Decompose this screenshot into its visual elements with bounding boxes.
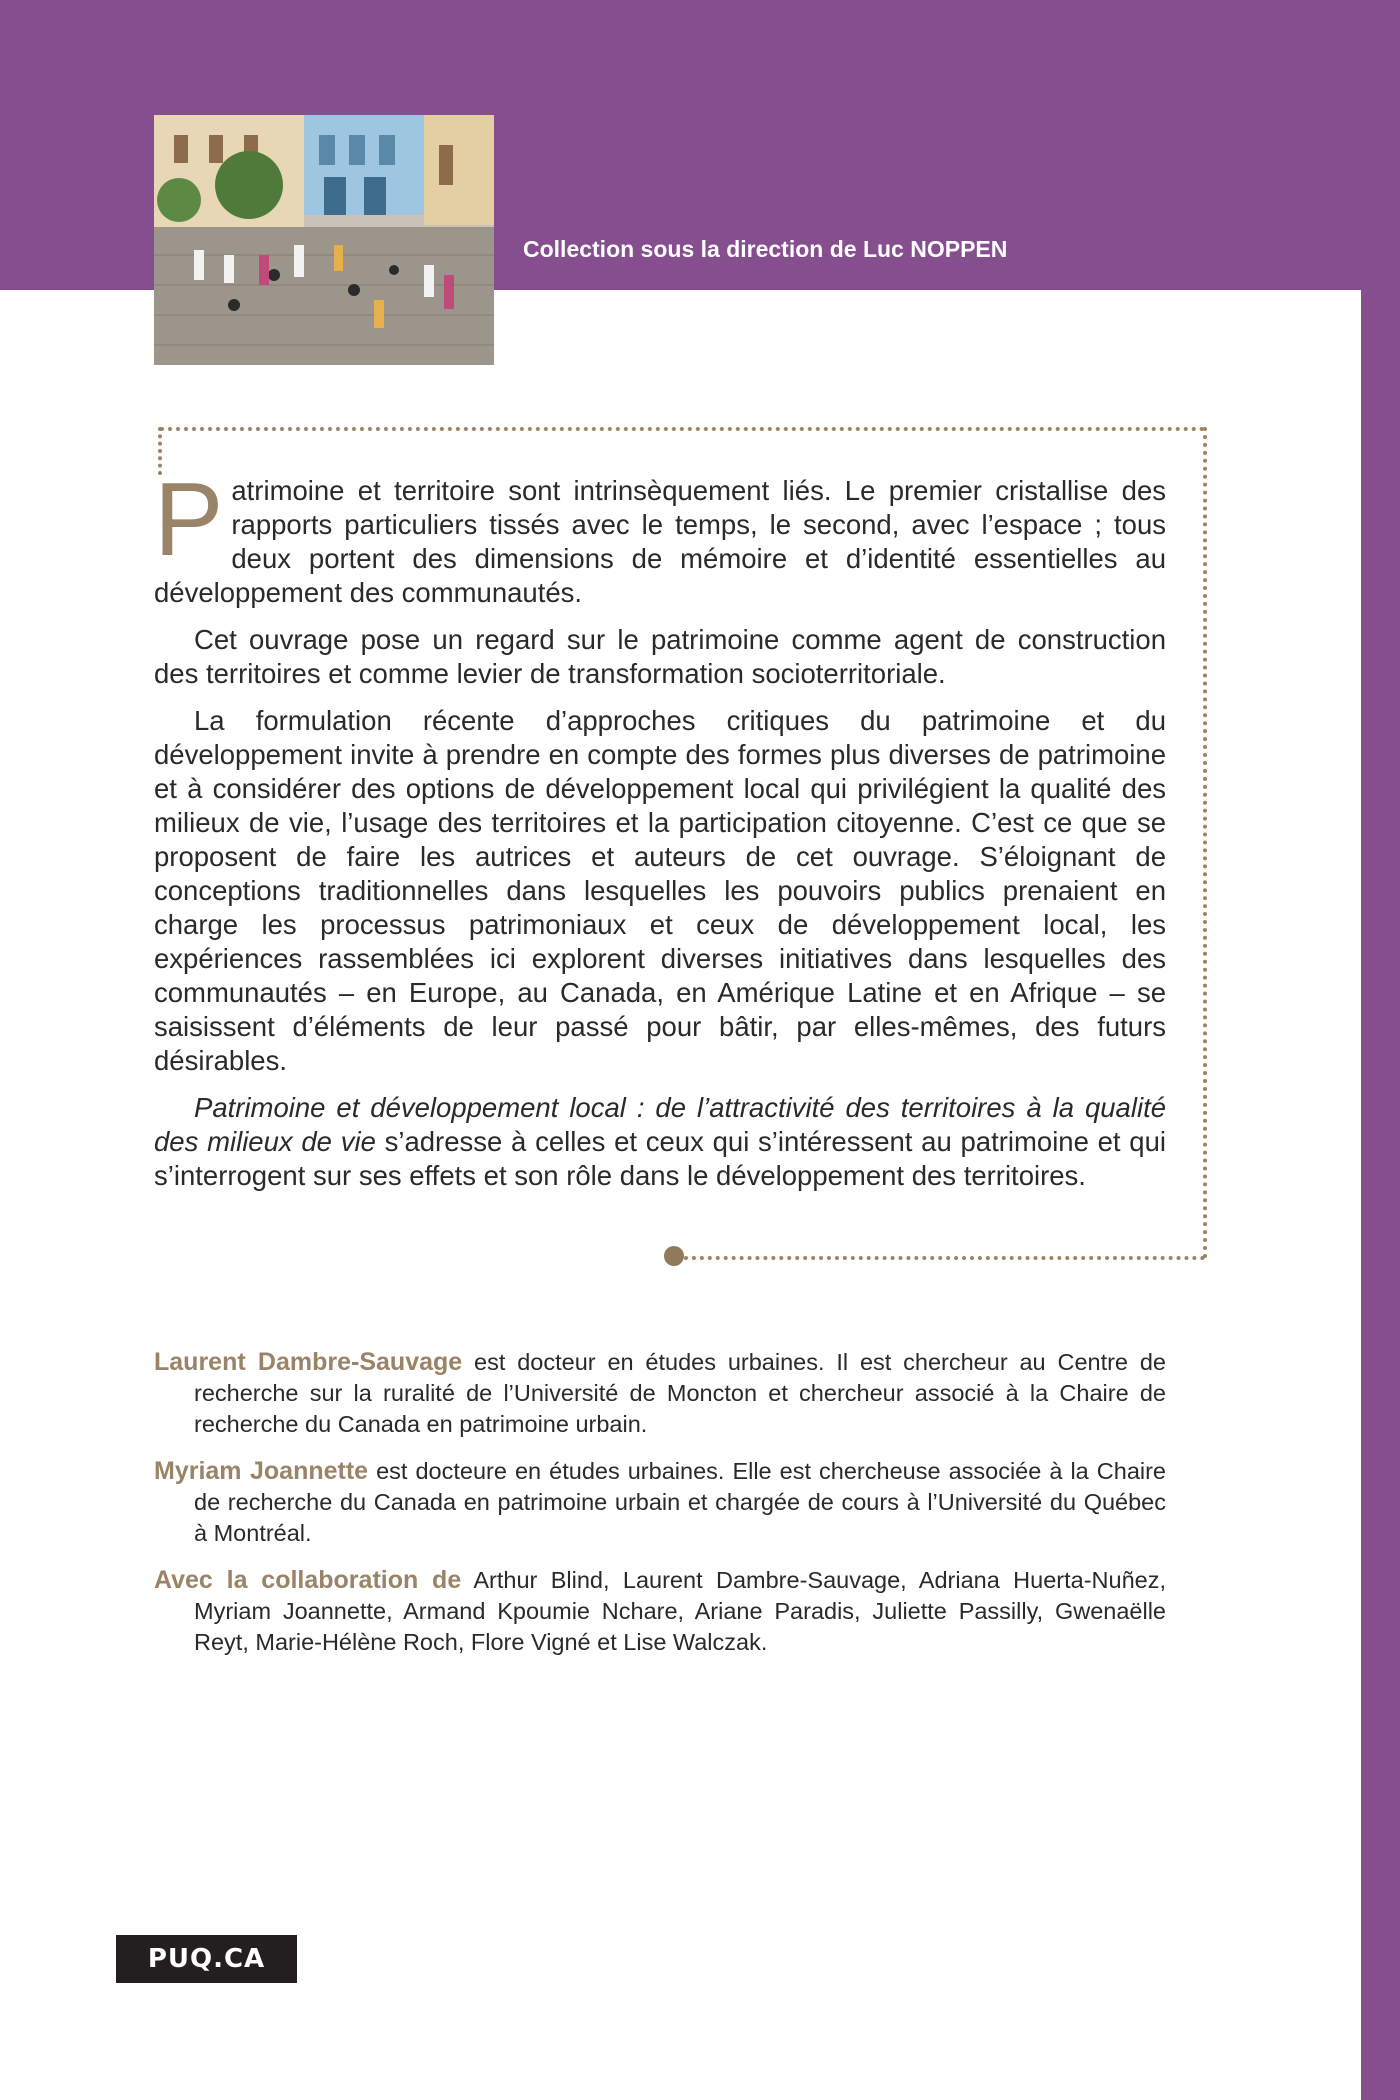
dotted-frame-bottom [684,1256,1205,1260]
bio-text: Arthur Blind, Laurent Dambre-Sauvage, Adriana Huerta-Nuñez, Myriam Joannette, Armand Kpoumie Nchare, Ariane Paradis, Juliette Passilly, Gwenaëlle Reyt, Marie-Hélène Roch, Flore Vigné et Lise Walczak. [194,1567,1166,1655]
blurb-paragraph-1-text: atrimoine et territoire sont intrinsèquement liés. Le premier cristallise des rapports particuliers tissés avec le temps, le second, avec l’espace ; tous deux portent des dimensions de mémoire et d’identité essentielles au développement des communautés. [154,475,1166,608]
frame-end-dot [664,1246,684,1266]
bio-text: est docteur en études urbaines. Il est chercheur au Centre de recherche sur la ruralité de l’Université de Moncton et chercheur associé à la Chaire de recherche du Canada en patrimoine urbain. [194,1349,1166,1437]
book-blurb [154,462,1166,1206]
dotted-frame-right [1203,427,1207,1259]
bio-entry [154,1347,1166,1440]
bio-entry [154,1565,1166,1658]
right-purple-band [1361,0,1400,2100]
blurb-paragraph-2: Cet ouvrage pose un regard sur le patrimoine comme agent de construction des territoires et comme levier de transformation socioterritoriale. [154,624,1166,689]
bio-name: Myriam Joannette [154,1457,369,1485]
bio-entry [154,1456,1166,1549]
bio-text: est docteure en études urbaines. Elle est chercheuse associée à la Chaire de recherche du Canada en patrimoine urbain et chargée de cours à l’Université du Québec à Montréal. [194,1458,1167,1546]
bio-name: Avec la collaboration de [154,1566,462,1594]
blurb-paragraph-1 [154,462,1166,610]
blurb-paragraph-3: La formulation récente d’approches critiques du patrimoine et du développement invite à prendre en compte des formes plus diverses de patrimoine et à considérer des options de développement local qui privilégient la qualité des milieux de vie, l’usage des territoires et la participation citoyenne. C’est ce que se proposent de faire les autrices et auteurs de cet ouvrage. S’éloignant de conceptions traditionnelles dans lesquelles les pouvoirs publics prenaient en charge les processus patrimoniaux et ceux de développement local, les expériences rassemblées ici explorent diverses initiatives dans lesquelles des communautés – en Europe, au Canada, en Amérique Latine et en Afrique – se saisissent d’éléments de leur passé pour bâtir, par elles-mêmes, des futurs désirables. [154,705,1166,1076]
blurb-paragraph-4 [154,1091,1166,1193]
book-title: Patrimoine et développement local : de l’attractivité des territoires à la qualité des milieux de vie [154,1092,1166,1157]
dotted-frame-top [160,427,1205,431]
blurb-paragraph-4-text: s’adresse à celles et ceux qui s’intéressent au patrimoine et qui s’interrogent sur ses effets et son rôle dans le développement des territoires. [154,1126,1166,1191]
collection-director: Collection sous la direction de Luc NOPPEN [523,236,1008,262]
publisher-logo: PUQ.CA [116,1935,297,1983]
drop-cap: P [154,462,224,578]
author-bios [154,1347,1166,1674]
street-scene-photo [154,115,494,365]
bio-name: Laurent Dambre-Sauvage [154,1348,463,1376]
